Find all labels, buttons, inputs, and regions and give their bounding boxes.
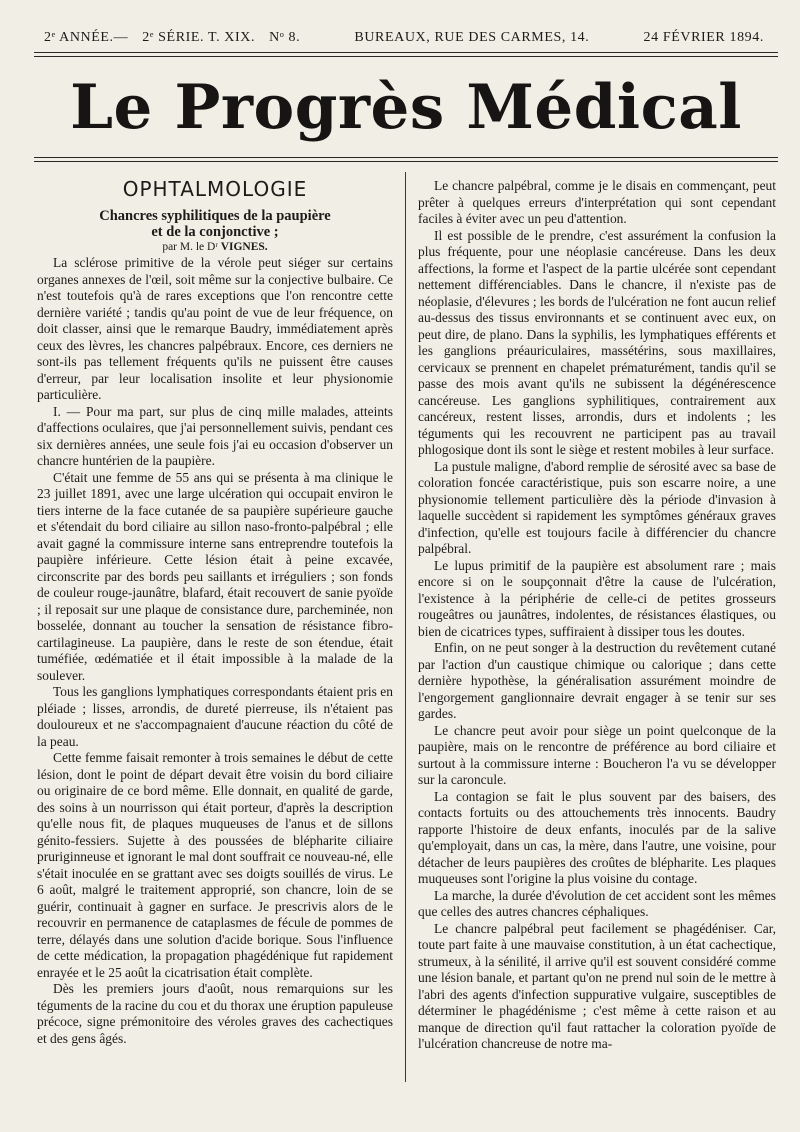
series-label: 2ᵉ SÉRIE. T. XIX. [142,30,256,45]
header-rule [34,52,778,53]
issue-header [44,28,764,48]
paragraph: La pustule maligne, d'abord remplie de sérosité avec sa base de coloration foncée caractéristique, puis son escarre noire, a une physionomie tellement particulière dès la période d'invasion à laquelle succèdent si rapidement les symptômes généraux graves d'infection, qu'elle est toujours facile à différencier du chancre palpébral. [418,458,776,556]
header-rule-double [34,56,778,57]
column-divider [405,172,406,1082]
right-column [418,178,776,1053]
paragraph: Il est possible de le prendre, c'est assurément la confusion la plus fréquente, pour une néoplasie cancéreuse. Dans les deux affections, la forme et l'aspect de la partie ulcérée sont cependant nettement différenciables. Dans le chancre, il n'existe pas de néoplasie, d'élevures ; les bords de l'ulcération ne font aucun relief au-dessus des tissus environnants et se continuent avec eux, on peut dire, de plano. Dans la syphilis, les lymphatiques efférents et les ganglions préauriculaires, massétérins, sous maxillaires, cervicaux se prennent en chapelet prématurément, tandis qu'il se passe des mois avant qu'ils ne subissent la dégénérescence cancéreuse. Les ganglions syphilitiques, contrairement aux cancéreux, restent lisses, arrondis, durs et indolents ; les téguments qui les recouvrent ne participent pas au travail phlogosique dont ils sont le siège et restent mobiles à leur surface. [418,227,776,457]
office-address: BUREAUX, RUE DES CARMES, 14. [354,30,590,45]
left-column [37,178,393,1047]
paragraph: La sclérose primitive de la vérole peut siéger sur certains organes annexes de l'œil, soit même sur la conjective bulbaire. Ce n'est toutefois qu'à de rares exceptions que l'on rencontre cette dernière variété ; tandis qu'au point de vue de leur fréquence, on doit classer, ainsi que le remarque Baudry, immédiatement après ceux des lèvres, les chancres palpébraux. Encore, ces derniers ne sont-ils pas tellement fréquents qu'ils ne puissent être causes d'erreur, par leur localisation insolite et leur physionomie particulière. [37,255,393,402]
paragraph: C'était une femme de 55 ans qui se présenta à ma clinique le 23 juillet 1891, avec une large ulcération qui occupait environ le tiers interne de la face cutanée de sa paupière supérieure gauche et s'étendait du bord ciliaire au sillon naso-fronto-palpébral ; elle avait gagné la commissure interne sans entreprendre toutefois la paupière inférieure. Cette lésion était à peine excavée, circonscrite par des bords peu saillants et irréguliers ; son fonds de couleur rouge-jaunâtre, blafard, était recouvert de sanie pyoïde ; il reposait sur une plaque de consistance dure, parcheminée, non bosselée, donnant au toucher la sensation de résistance fibro-cartilagineuse. La paupière, dans le reste de son étendue, était tuméfiée, œdématiée et il était impossible à la malade de la soulever. [37,469,393,683]
paragraph: Le chancre peut avoir pour siège un point quelconque de la paupière, mais on le rencontre de préférence au bord ciliaire et surtout à la commissure interne : Boucheron l'a vu se développer sur la caroncule. [418,722,776,787]
paragraph: Dès les premiers jours d'août, nous remarquions sur les téguments de la racine du cou et du thorax une éruption papuleuse précoce, signe prémonitoire des véroles graves des cachectiques et des gens âgés. [37,981,393,1046]
year-label: 2ᵉ ANNÉE.— [44,30,129,45]
article-title-line1: Chancres syphilitiques de la paupière [99,208,331,224]
section-heading: OPHTALMOLOGIE [122,177,308,201]
paragraph: La marche, la durée d'évolution de cet accident sont les mêmes que celles des autres chancres céphaliques. [418,887,776,919]
masthead-rule-double [34,161,778,162]
paragraph: La contagion se fait le plus souvent par des baisers, des contacts fortuits ou des attouchements très innocents. Baudry rapporte l'histoire de deux enfants, inoculés par de la salive qu'employait, dans un cas, la mère, dans l'autre, une voisine, pour détacher de leurs paupières des croûtes de blépharite. Les plaques muqueuses sont l'origine la plus voisine du contage. [418,788,776,886]
paragraph: Le chancre palpébral peut facilement se phagédéniser. Car, toute part faite à une mauvaise constitution, à un état cachectique, strumeux, à la sénilité, il arrive qu'il est souvent considéré comme une lésion banale, et partant qu'on ne prend nul soin de le mettre à l'abri des agents d'infection suppurative vulgaire, susceptibles de déterminer le phagédénisme ; c'est même à cette raison et au manque de direction qu'il faut rattacher la coloration pyoïde de l'ulcération chancreuse de notre ma- [418,920,776,1051]
paragraph: Enfin, on ne peut songer à la destruction du revêtement cutané par l'action d'un caustique chimique ou calorique ; dans cette dernière hypothèse, la généralisation assurément moindre de l'engorgement ganglionnaire devrait engager à se tenir sur ses gardes. [418,640,776,721]
masthead-rule [34,157,778,158]
paragraph: Tous les ganglions lymphatiques correspondants étaient pris en pléiade ; lisses, arrondis, de dureté pierreuse, ils n'étaient pas douloureux et ne s'accompagnaient d'aucune réaction du côté de la peau. [37,684,393,749]
author-name: VIGNES. [220,241,268,253]
issue-number: Nᵒ 8. [269,30,301,45]
paragraph: I. — Pour ma part, sur plus de cinq mille malades, atteints d'affections oculaires, que j'ai personnellement suivis, pendant ces six dernières années, une seule fois j'ai eu occasion d'observer un chancre huntérien de la paupière. [37,403,393,468]
paragraph: Le lupus primitif de la paupière est absolument rare ; mais encore si on le soupçonnait d'être la cause de l'ulcération, l'existence à la périphérie de celle-ci de petites grosseurs rougeâtres ou jaunâtres, indolentes, de résistances élastiques, ou bien de cicatrices types, suffiraient à dissiper tous les doutes. [418,557,776,639]
masthead-title: Le Progrès Médical [70,71,742,143]
byline [37,240,393,254]
byline-prefix: par M. le Dʳ [162,241,218,253]
paragraph: Le chancre palpébral, comme je le disais en commençant, peut prêter à quelques erreurs d'interprétation qui sont cependant faciles à éviter avec un peu d'attention. [418,178,776,226]
issue-date: 24 FÉVRIER 1894. [643,30,764,45]
paragraph: Cette femme faisait remonter à trois semaines le début de cette lésion, dont le point de départ devait être voisin du bord ciliaire ou originaire de ce bord même. Elle donnait, en qualité de garde, des soins à un nourrisson qui était porteur, d'après la description qu'elle nous fit, de plaques muqueuses de l'anus et de sillons génito-fessiers. Sujette à des poussées de blépharite ciliaire pruriginneuse et ignorant le mal dont souffrait ce nouveau-né, elle s'était inoculée en se grattant avec ses doigts souillés de virus. Le 6 août, malgré le traitement approprié, son chancre, loin de se guérir, continuait à gagner en surface. Je prescrivis alors de le recouvrir en permanence de cataplasmes de fécule de pommes de terre, délayés dans une solution d'acide borique. Sous l'influence de cette médication, la propagation phagédénique fut rapidement enrayée et le 25 août la cicatrisation était complète. [37,750,393,980]
article-title-line2: et de la conjonctive ; [151,224,279,240]
